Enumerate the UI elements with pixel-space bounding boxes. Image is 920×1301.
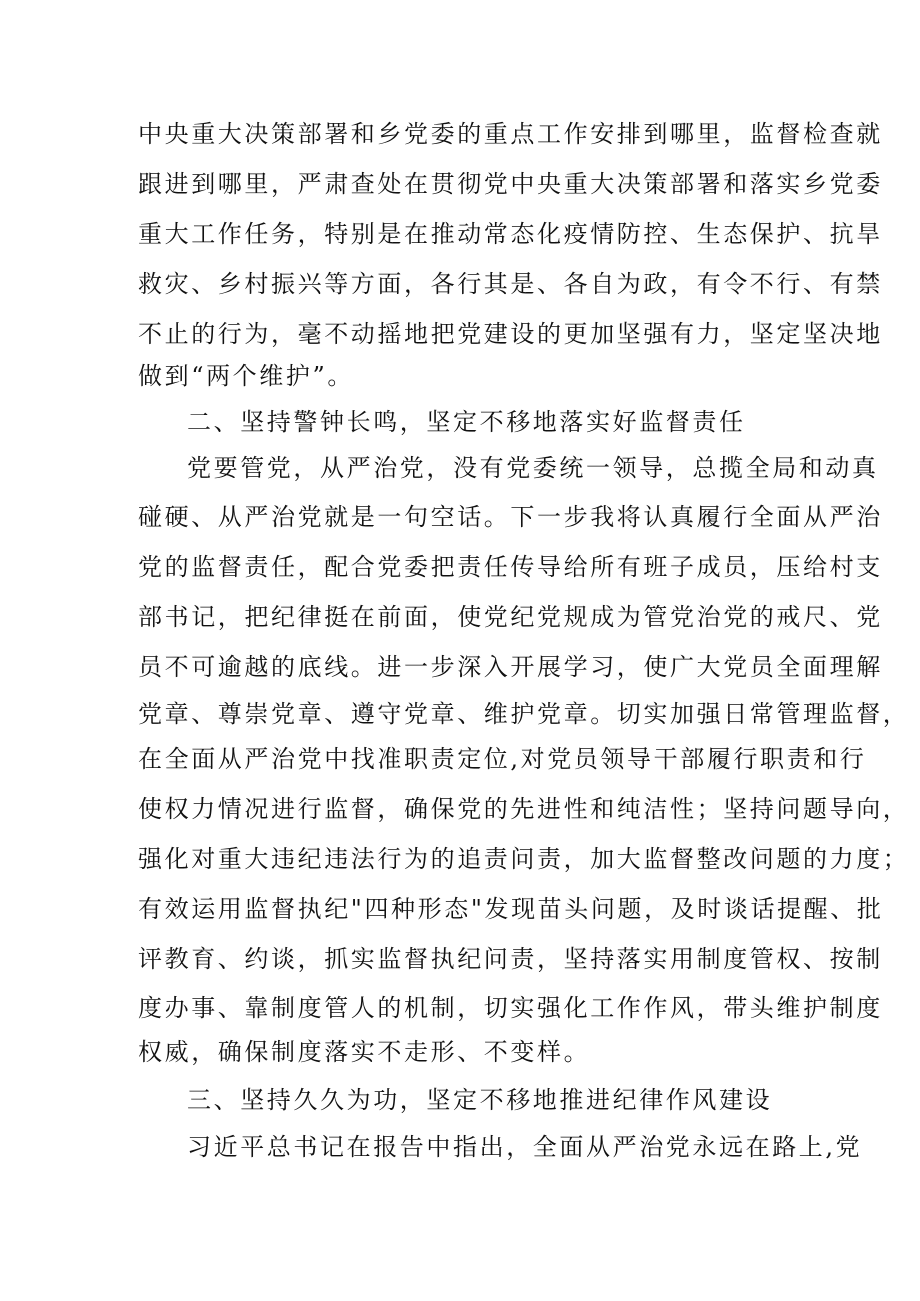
body-text-line: 党的监督责任，配合党委把责任传导给所有班子成员，压给村支 [138,553,883,581]
body-text-line: 度办事、靠制度管人的机制，切实强化工作作风，带头维护制度 [138,994,883,1022]
body-text-line: 做到“两个维护”。 [138,362,354,390]
body-text-line: 在全面从严治党中找准职责定位,对党员领导干部履行职责和行 [138,745,867,773]
body-text-line: 员不可逾越的底线。进一步深入开展学习，使广大党员全面理解 [138,653,883,681]
body-text-line: 权威，确保制度落实不走形、不变样。 [138,1038,591,1066]
body-text-line: 跟进到哪里，严肃查处在贯彻党中央重大决策部署和落实乡党委 [138,170,883,198]
body-text-line: 强化对重大违纪违法行为的追责问责，加大监督整改问题的力度； [138,845,910,873]
paragraph-first-line: 党要管党，从严治党，没有党委统一领导，总揽全局和动真 [187,454,879,482]
body-text-line: 碰硬、从严治党就是一句空话。下一步我将认真履行全面从严治 [138,503,883,531]
body-text-line: 中央重大决策部署和乡党委的重点工作安排到哪里，监督检查就 [138,120,883,148]
body-text-line: 重大工作任务，特别是在推动常态化疫情防控、生态保护、抗旱 [138,220,883,248]
paragraph-first-line: 习近平总书记在报告中指出，全面从严治党永远在路上,党 [187,1133,863,1161]
body-text-line: 评教育、约谈，抓实监督执纪问责，坚持落实用制度管权、按制 [138,945,883,973]
body-text-line: 有效运用监督执纪"四种形态"发现苗头问题，及时谈话提醒、批 [138,895,884,923]
body-text-line: 不止的行为，毫不动摇地把党建设的更加坚强有力，坚定坚决地 [138,320,883,348]
body-text-line: 党章、尊崇党章、遵守党章、维护党章。切实加强日常管理监督， [138,700,910,728]
body-text-line: 部书记，把纪律挺在前面，使党纪党规成为管党治党的戒尺、党 [138,603,883,631]
body-text-line: 使权力情况进行监督，确保党的先进性和纯洁性；坚持问题导向， [138,795,910,823]
section-heading: 二、坚持警钟长鸣，坚定不移地落实好监督责任 [187,408,746,436]
section-heading: 三、坚持久久为功，坚定不移地推进纪律作风建设 [187,1086,773,1114]
body-text-line: 救灾、乡村振兴等方面，各行其是、各自为政，有令不行、有禁 [138,270,883,298]
